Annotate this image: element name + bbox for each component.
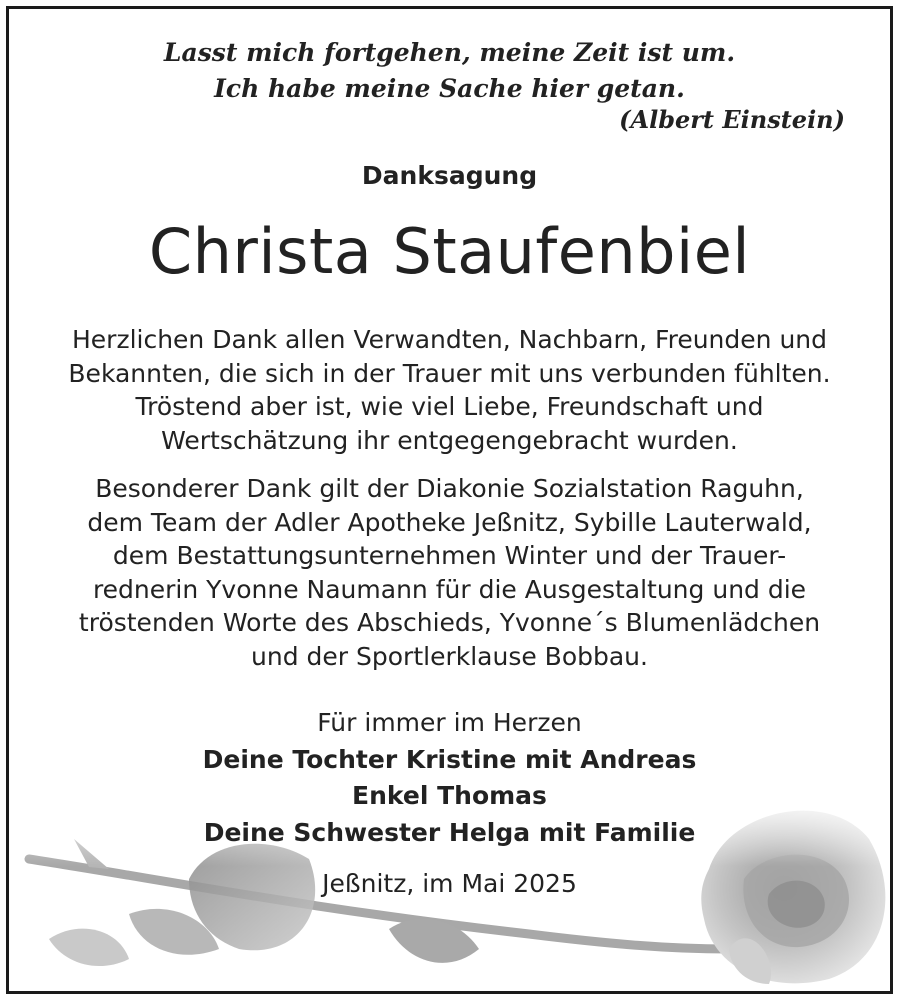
closing-intro: Für immer im Herzen bbox=[317, 708, 582, 737]
paragraph-line: und der Sportlerklause Bobbau. bbox=[251, 641, 648, 671]
obituary-notice bbox=[6, 6, 893, 994]
paragraph-line: rednerin Yvonne Naumann für die Ausgestaltung und die bbox=[92, 574, 807, 604]
paragraph-line: Bekannten, die sich in der Trauer mit uns verbunden fühlten. bbox=[68, 358, 831, 388]
page-title: Danksagung bbox=[361, 161, 538, 190]
paragraph-line: Herzlichen Dank allen Verwandten, Nachbarn, Freunden und bbox=[71, 325, 828, 354]
place-date: Jeßnitz, im Mai 2025 bbox=[322, 869, 577, 898]
paragraph-line: tröstenden Worte des Abschieds, Yvonne´s Blumenlädchen bbox=[78, 608, 821, 637]
thanks-paragraph-1 bbox=[9, 323, 890, 457]
deceased-name: Christa Staufenbiel bbox=[148, 215, 751, 288]
paragraph-line: Besonderer Dank gilt der Diakonie Sozialstation Raguhn, bbox=[95, 474, 804, 503]
paragraph-line: dem Bestattungsunternehmen Winter und der Trauer- bbox=[112, 541, 787, 570]
paragraph-line: Tröstend aber ist, wie viel Liebe, Freundschaft und bbox=[135, 392, 764, 421]
signature-line: Deine Schwester Helga mit Familie bbox=[203, 817, 696, 847]
signature-line: Deine Tochter Kristine mit Andreas bbox=[202, 744, 697, 774]
quote-line-2: Ich habe meine Sache hier getan. bbox=[214, 74, 685, 103]
paragraph-line: Wertschätzung ihr entgegengebracht wurden. bbox=[161, 425, 738, 455]
quote-line-1: Lasst mich fortgehen, meine Zeit ist um. bbox=[163, 38, 736, 67]
quote-author: (Albert Einstein) bbox=[619, 105, 845, 134]
paragraph-line: dem Team der Adler Apotheke Jeßnitz, Sybille Lauterwald, bbox=[87, 507, 812, 537]
thanks-paragraph-2 bbox=[9, 472, 890, 673]
closing-block bbox=[9, 705, 890, 851]
signature-line: Enkel Thomas bbox=[352, 781, 547, 810]
